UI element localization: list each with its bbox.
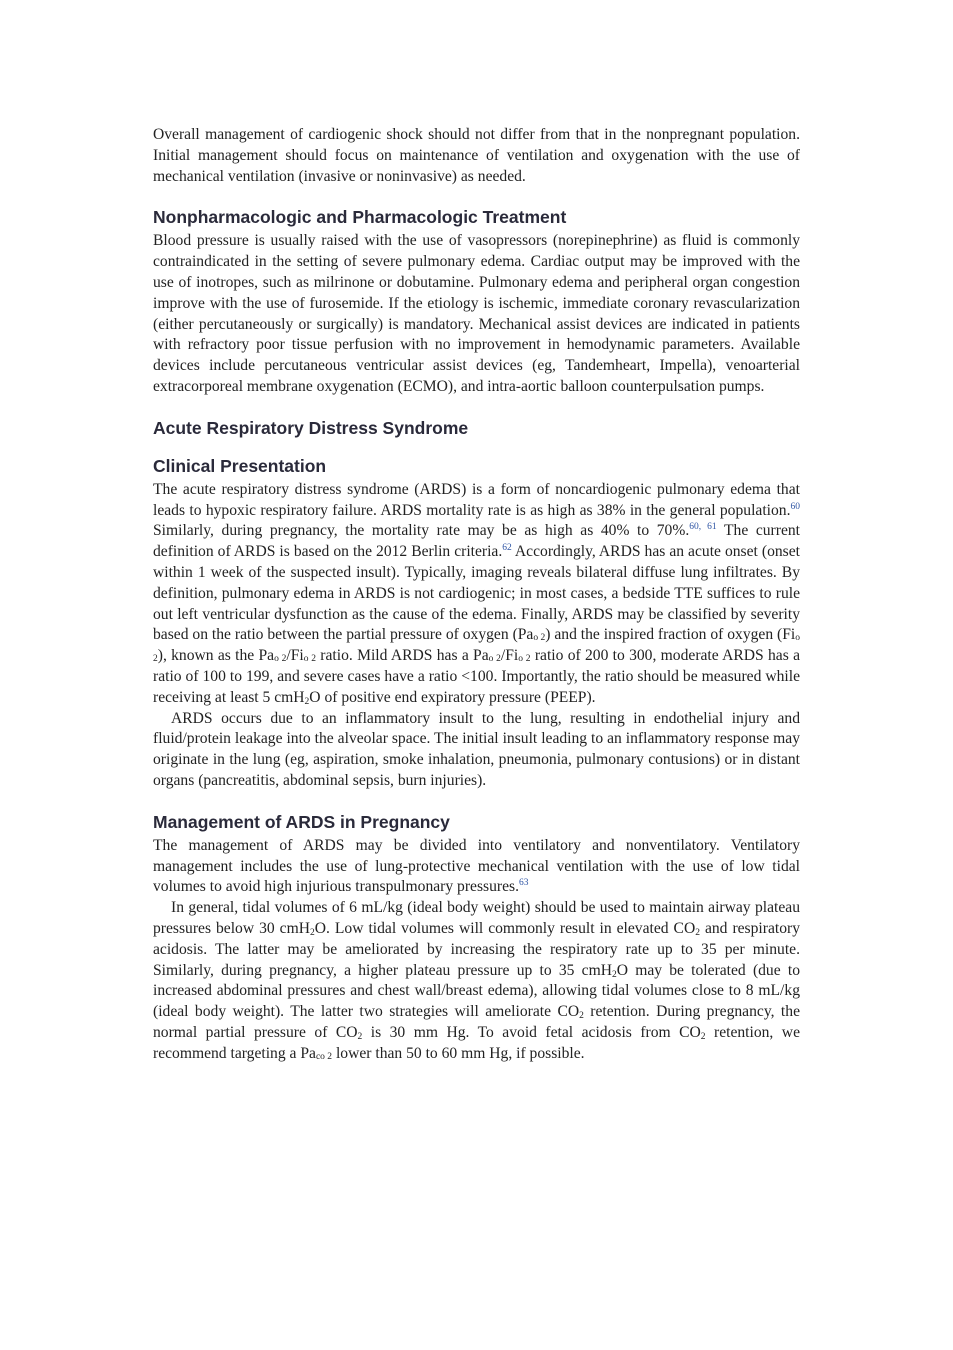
clinical-paragraph-1: The acute respiratory distress syndrome (ARDS) is a form of noncardiogenic pulmonary edema that leads to hypoxic respiratory failure. ARDS mortality rate is as high as 38% in the general population.$^{60}$ Similarly, during pregnancy, the mortality rate may be as high as 40% to 70%.$^{60, 61}$ The current definition of ARDS is based on the 2012 Berlin criteria.$^{62}$ Accordingly, ARDS has an acute onset (onset within 1 week of the suspected insult). Typically, imaging reveals bilateral diffuse lung infiltrates. By definition, pulmonary edema in ARDS is not cardiogenic; in most cases, a bedside TTE suffices to rule out left ventricular dysfunction as the cause of the edema. Finally, ARDS may be classified by severity based on the ratio between the partial pressure of oxygen $(Pa_{o 2})$ and the inspired fraction of oxygen $(Fi_{o 2})$, known as the $Pa_{o 2}/Fi_{o 2}$ ratio. Mild ARDS has a $Pa_{o 2}/Fi_{o 2}$ ratio of 200 to 300, moderate ARDS has a ratio of 100 to 199, and severe cases have a ratio <100. Importantly, the ratio should be measured while receiving at least 5 cmH$_2$O of positive end expiratory pressure (PEEP). bbox=[153, 480, 801, 707]
heading-management-ards: Management of ARDS in Pregnancy bbox=[153, 811, 450, 832]
reference-link[interactable]: 60, 61 bbox=[689, 522, 717, 533]
intro-paragraph: Overall management of cardiogenic shock should not differ from that in the nonpregnant population. Initial management should focus on maintenance of ventilation and oxygenation with the use of mechanical ventilation (invasive or noninvasive) as needed. bbox=[153, 126, 800, 185]
heading-treatment: Nonpharmacologic and Pharmacologic Treatment bbox=[153, 207, 567, 228]
document-page bbox=[153, 125, 800, 1064]
management-paragraph-1: The management of ARDS may be divided into ventilatory and nonventilatory. Ventilatory management includes the use of lung-protective mechanical ventilation with the use of low tidal volumes to avoid high injurious transpulmonary pressures.$^{63}$ bbox=[153, 836, 800, 896]
management-paragraph-2: In general, tidal volumes of 6 mL/kg (ideal body weight) should be used to maintain airway plateau pressures below 30 cmH$_2$O. Low tidal volumes will commonly result in elevated $CO_2$ and respiratory acidosis. The latter may be ameliorated by increasing the respiratory rate up to 35 per minute. Similarly, during pregnancy, a higher plateau pressure up to 35 cmH$_2$O may be tolerated (due to increased abdominal pressures and chest wall/breast edema), allowing tidal volumes close to 8 mL/kg (ideal body weight). The latter two strategies will ameliorate $CO_2$ retention. During pregnancy, the normal partial pressure of $CO_2$ is 30 mm Hg. To avoid fetal acidosis from $CO_2$ retention, we recommend targeting a $Pa_{co 2}$ lower than 50 to 60 mm Hg, if possible. bbox=[153, 899, 800, 1062]
reference-link[interactable]: 60 bbox=[790, 501, 800, 512]
reference-link[interactable]: 63 bbox=[518, 878, 529, 889]
heading-ards: Acute Respiratory Distress Syndrome bbox=[153, 417, 469, 438]
heading-clinical-presentation: Clinical Presentation bbox=[153, 455, 327, 476]
reference-link[interactable]: 62 bbox=[502, 542, 512, 553]
treatment-paragraph: Blood pressure is usually raised with the use of vasopressors (norepinephrine) as fluid is commonly contraindicated in the setting of severe pulmonary edema. Cardiac output may be improved with the use of inotropes, such as milrinone or dobutamine. Pulmonary edema and peripheral organ congestion improve with the use of furosemide. If the etiology is ischemic, immediate coronary revascularization (either percutaneously or surgically) is mandatory. Mechanical assist devices are indicated in patients with refractory poor tissue perfusion with no improvement in hemodynamic parameters. Available devices include percutaneous ventricular assist devices (eg, Tandemheart, Impella), venoarterial extracorporeal membrane oxygenation (ECMO), and intra-aortic balloon counterpulsation pumps. bbox=[153, 232, 800, 395]
clinical-paragraph-2: ARDS occurs due to an inflammatory insult to the lung, resulting in endothelial injury and fluid/protein leakage into the alveolar space. The initial insult leading to an inflammatory response may originate in the lung (eg, aspiration, smoke inhalation, pneumonia, pulmonary contusions) or in distant organs (pancreatitis, abdominal sepsis, burn injuries). bbox=[153, 709, 800, 789]
